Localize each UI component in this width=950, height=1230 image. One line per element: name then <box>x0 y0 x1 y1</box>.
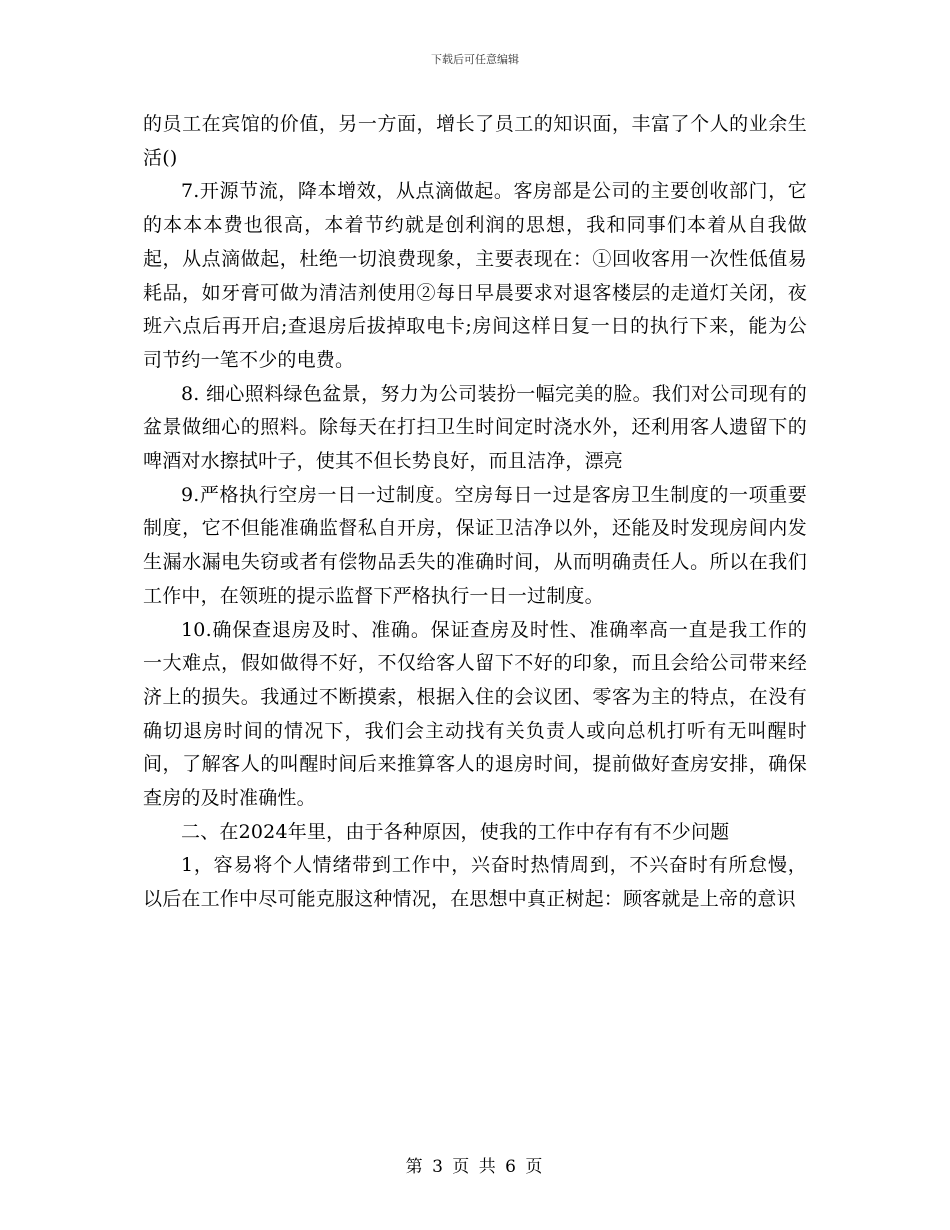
paragraph-1: 的员工在宾馆的价值，另一方面，增长了员工的知识面，丰富了个人的业余生活() <box>143 113 807 169</box>
paragraph-3: 8. 细心照料绿色盆景，努力为公司装扮一幅完美的脸。我们对公司现有的盆景做细心的照料。除每天在打扫卫生时间定时浇水外，还利用客人遗留下的啤酒对水擦拭叶子，使其不但长势良好，而且洁净，漂亮 <box>143 382 807 473</box>
page-number: 第 3 页 共 6 页 <box>405 1157 545 1177</box>
paragraph-7: 1，容易将个人情绪带到工作中，兴奋时热情周到，不兴奋时有所怠慢，以后在工作中尽可能克服这种情况，在思想中真正树起：顾客就是上帝的意识 <box>143 854 807 911</box>
paragraph-6: 二、在2024年里，由于各种原因，使我的工作中存有有不少问题 <box>181 820 730 843</box>
paragraph-4: 9.严格执行空房一日一过制度。空房每日一过是客房卫生制度的一项重要制度，它不但能准确监督私自开房，保证卫洁净以外，还能及时发现房间内发生漏水漏电失窃或者有偿物品丢失的准确时间，从而明确责任人。所以在我们工作中，在领班的提示监督下严格执行一日一过制度。 <box>143 483 807 607</box>
paragraph-5: 10.确保查退房及时、准确。保证查房及时性、准确率高一直是我工作的一大难点，假如做得不好，不仅给客人留下不好的印象，而且会给公司带来经济上的损失。我通过不断摸索，根据入住的会议团、零客为主的特点，在没有确切退房时间的情况下，我们会主动找有关负责人或向总机打听有无叫醒时间，了解客人的叫醒时间后来推算客人的退房时间，提前做好查房安排，确保查房的及时准确性。 <box>143 618 807 810</box>
document-body <box>143 108 807 917</box>
paragraph-2: 7.开源节流，降本增效，从点滴做起。客房部是公司的主要创收部门，它的本本本费也很高，本着节约就是创利润的思想，我和同事们本着从自我做起，从点滴做起，杜绝一切浪费现象，主要表现在：①回收客用一次性低值易耗品，如牙膏可做为清洁剂使用②每日早晨要求对退客楼层的走道灯关闭，夜班六点后再开启;查退房后拔掉取电卡;房间这样日复一日的执行下来，能为公司节约一笔不少的电费。 <box>143 180 807 371</box>
page-header-note: 下载后可任意编辑 <box>431 53 519 66</box>
